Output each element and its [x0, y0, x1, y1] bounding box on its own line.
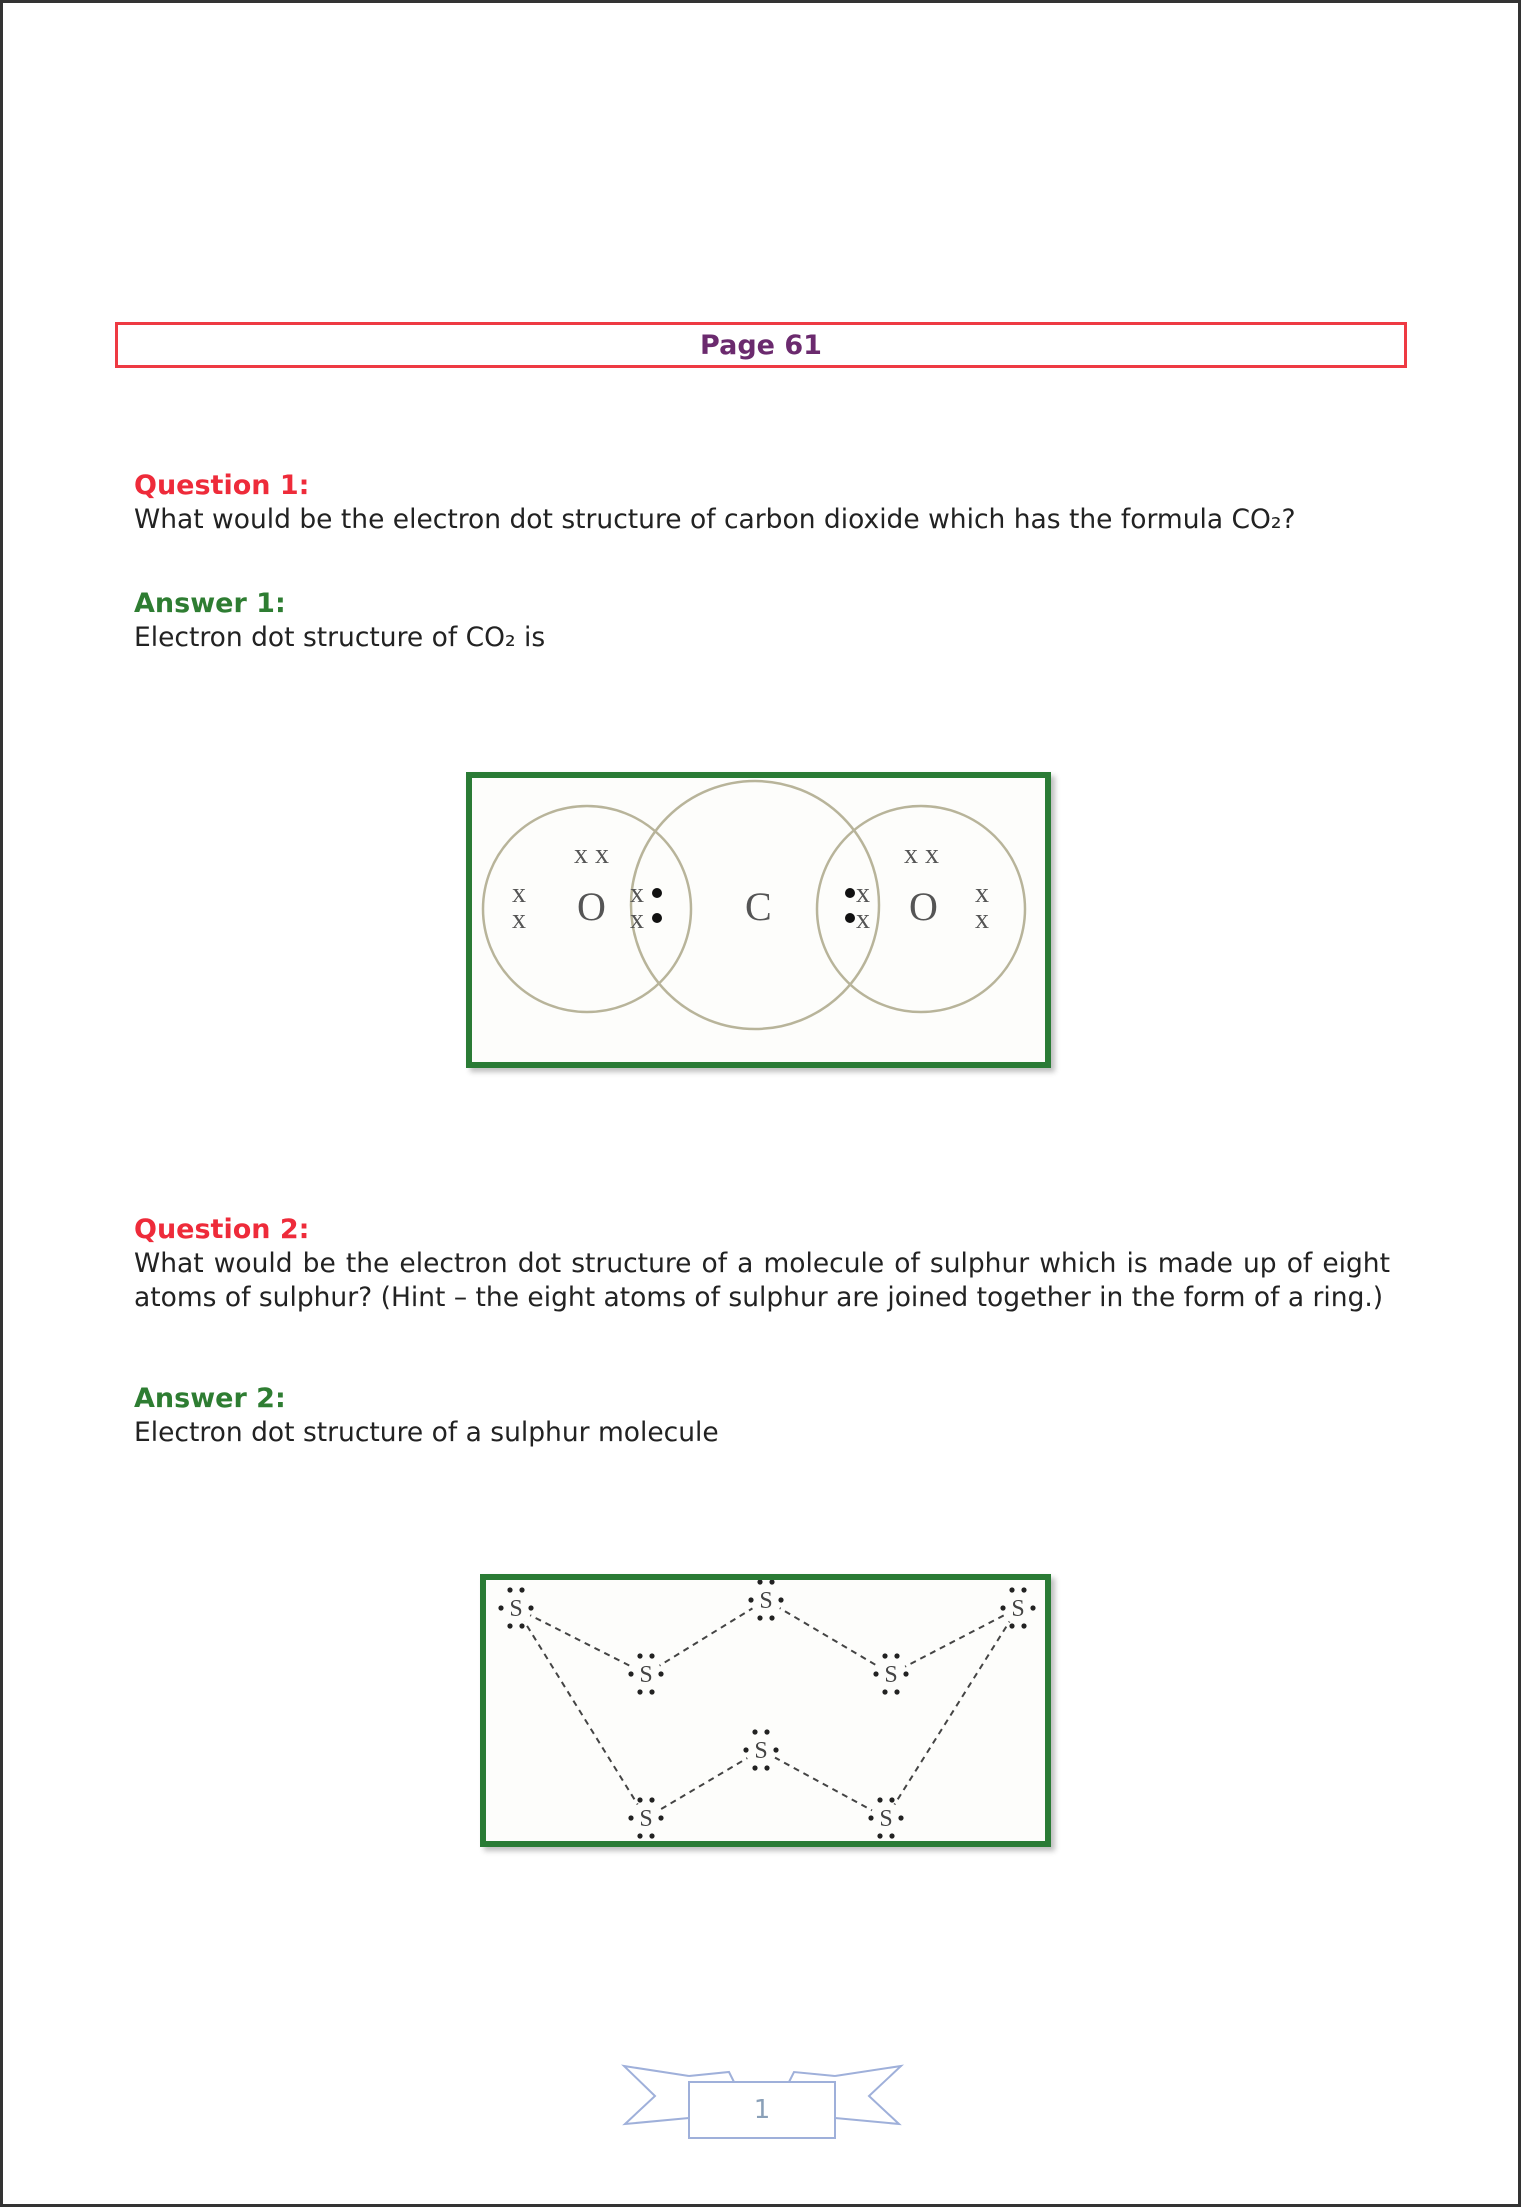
electron-dot [752, 1765, 757, 1770]
electron-dot [764, 1765, 769, 1770]
bond-line [646, 1750, 761, 1818]
sulphur-atom: S [884, 1662, 898, 1688]
atom-c: C [745, 884, 772, 929]
electron-dot [743, 1747, 748, 1752]
electron-dot [769, 1615, 774, 1620]
electron-dot [882, 1689, 887, 1694]
electron-dot [868, 1815, 873, 1820]
co2-electron-dot-diagram [466, 772, 1051, 1068]
electron-dot [637, 1797, 642, 1802]
electron-dot [757, 1615, 762, 1620]
question-2-text: What would be the electron dot structure of a molecule of sulphur which is made up of eight atoms of sulphur? (Hint – the eight atoms of sulphur are joined together in the form of a ring.) [134, 1248, 1390, 1313]
svg-text:x: x [630, 904, 644, 935]
page-number: 1 [753, 2095, 771, 2125]
electron-dot [658, 1671, 663, 1676]
electron-dot [628, 1671, 633, 1676]
page-header [115, 322, 1407, 368]
svg-text:x: x [975, 878, 989, 909]
sulphur-atom: S [1011, 1596, 1025, 1622]
bond-line [766, 1600, 891, 1674]
svg-text:x: x [630, 878, 644, 909]
electron-dot [637, 1833, 642, 1838]
electron-dot [1009, 1587, 1014, 1592]
page-number-ribbon [619, 2058, 905, 2140]
electron-dot [528, 1605, 533, 1610]
electron-dot [1030, 1605, 1035, 1610]
electron-dot [903, 1671, 908, 1676]
electron-dot [649, 1833, 654, 1838]
electron-dot [873, 1671, 878, 1676]
svg-text:x: x [856, 878, 870, 909]
electron-dot [889, 1797, 894, 1802]
svg-text:x x: x x [574, 839, 609, 870]
atom-o-left: O [577, 884, 606, 929]
question-1-text: What would be the electron dot structure of carbon dioxide which has the formula CO₂? [134, 504, 1296, 535]
svg-text:x: x [975, 904, 989, 935]
electron-dot [757, 1580, 762, 1585]
bond-line [886, 1608, 1018, 1818]
svg-text:x: x [512, 878, 526, 909]
answer-2-text: Electron dot structure of a sulphur molecule [134, 1417, 719, 1448]
electron-dot [752, 1729, 757, 1734]
electron-dot [748, 1597, 753, 1602]
answer-1-label: Answer 1: [134, 588, 286, 619]
answer-2-label: Answer 2: [134, 1383, 286, 1414]
sulphur-atom: S [509, 1596, 523, 1622]
sulphur-atom: S [639, 1806, 653, 1832]
sulphur-atom: S [759, 1588, 773, 1614]
electron-dot [889, 1833, 894, 1838]
electron-dot [519, 1587, 524, 1592]
electron-dot [894, 1653, 899, 1658]
electron-dot [898, 1815, 903, 1820]
electron-dot [1000, 1605, 1005, 1610]
sulphur-atom: S [754, 1738, 768, 1764]
electron-dot [649, 1689, 654, 1694]
electron-dot [658, 1815, 663, 1820]
electron-dot [769, 1580, 774, 1585]
bond-line [516, 1608, 646, 1674]
svg-text:x x: x x [904, 839, 939, 870]
electron-dot [1021, 1587, 1026, 1592]
sulphur-ring-diagram [480, 1574, 1051, 1847]
electron-dot [649, 1653, 654, 1658]
electron-dot [637, 1689, 642, 1694]
electron-dot [778, 1597, 783, 1602]
bond-line [761, 1750, 886, 1818]
question-1-label: Question 1: [134, 470, 310, 501]
sulphur-atom: S [879, 1806, 893, 1832]
question-2-label: Question 2: [134, 1214, 310, 1245]
electron-dot [498, 1605, 503, 1610]
electron-dot [637, 1653, 642, 1658]
answer-1-text: Electron dot structure of CO₂ is [134, 622, 546, 653]
electron-dot [628, 1815, 633, 1820]
electron-dot [519, 1623, 524, 1628]
electron-dot [764, 1729, 769, 1734]
electron-dot [507, 1587, 512, 1592]
page-header-text: Page 61 [700, 329, 822, 361]
electron-dot [773, 1747, 778, 1752]
electron-dot [649, 1797, 654, 1802]
electron-dot [1009, 1623, 1014, 1628]
electron-dot [1021, 1623, 1026, 1628]
electron-dot [882, 1653, 887, 1658]
bond-line [516, 1608, 646, 1818]
electron-dot [894, 1689, 899, 1694]
bond-line [891, 1608, 1018, 1674]
electron-dot [877, 1833, 882, 1838]
electron-dot [507, 1623, 512, 1628]
svg-text:x: x [512, 904, 526, 935]
atom-o-right: O [909, 884, 938, 929]
sulphur-atom: S [639, 1662, 653, 1688]
svg-text:x: x [856, 904, 870, 935]
bond-line [646, 1600, 766, 1674]
electron-dot [877, 1797, 882, 1802]
